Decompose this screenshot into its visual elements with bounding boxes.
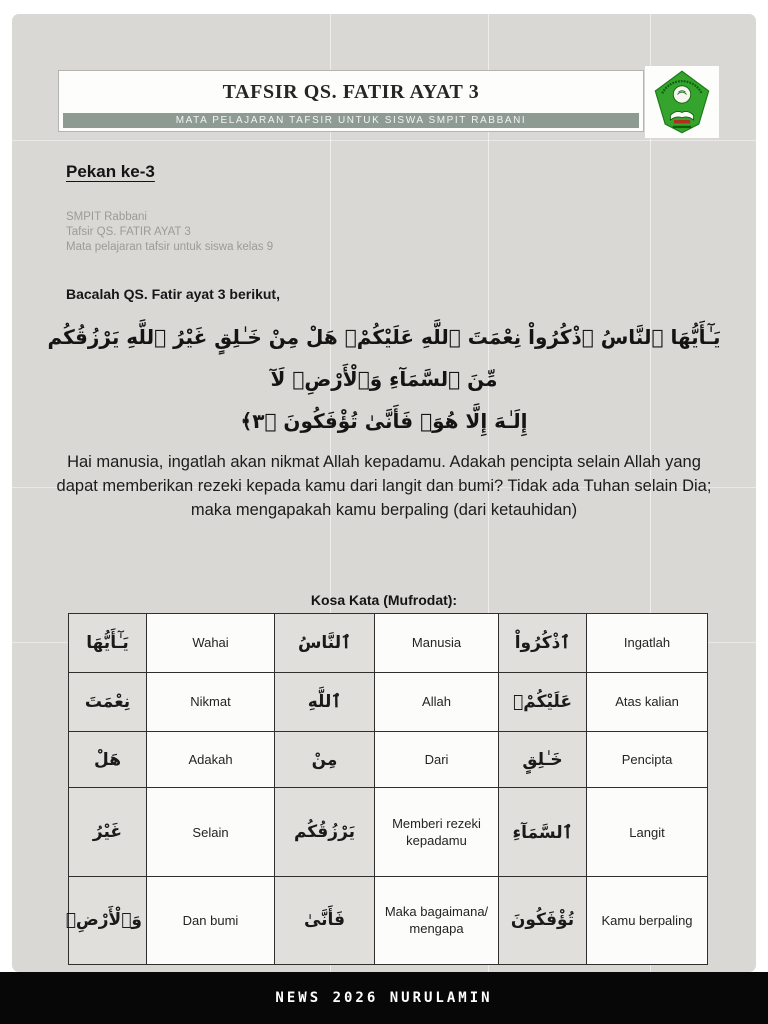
vocab-arabic-cell: وَٱلْأَرْضِۚ bbox=[69, 876, 147, 964]
page-title: TAFSIR QS. FATIR AYAT 3 bbox=[222, 80, 480, 103]
header-subtitle: MATA PELAJARAN TAFSIR UNTUK SISWA SMPIT RABBANI bbox=[175, 115, 527, 126]
vocab-meaning-cell: Selain bbox=[147, 788, 275, 876]
table-row bbox=[69, 876, 708, 964]
vocab-arabic-cell: ٱذْكُرُواْ bbox=[499, 614, 587, 673]
vocab-arabic-cell: عَلَيْكُمْۚ bbox=[499, 672, 587, 731]
vocab-meaning-cell: Memberi rezeki kepadamu bbox=[375, 788, 499, 876]
vocab-meaning-cell: Langit bbox=[587, 788, 708, 876]
vocab-meaning-cell: Adakah bbox=[147, 731, 275, 788]
vocab-arabic-cell: نِعْمَتَ bbox=[69, 672, 147, 731]
vocab-table bbox=[65, 613, 708, 965]
quran-verse bbox=[32, 316, 736, 442]
vocab-arabic-cell: ٱلنَّاسُ bbox=[275, 614, 375, 673]
school-logo-icon bbox=[653, 70, 711, 134]
week-heading: Pekan ke-3 bbox=[66, 162, 155, 181]
instruction-text: Bacalah QS. Fatir ayat 3 berikut, bbox=[66, 286, 280, 302]
vocab-arabic-cell: فَأَنَّىٰ bbox=[275, 876, 375, 964]
meta-info bbox=[66, 210, 273, 255]
footer-bar bbox=[0, 972, 768, 1024]
verse-translation: Hai manusia, ingatlah akan nikmat Allah kepadamu. Adakah pencipta selain Allah yang dapat memberikan rezeki kepada kamu dari langit dan bumi? Tidak ada Tuhan selain Dia; maka mengapakah kamu berpaling (dari ketauhidan) bbox=[56, 453, 712, 519]
quran-verse-line: يَـٰٓأَيُّهَا ٱلنَّاسُ ٱذْكُرُواْ نِعْمَتَ ٱللَّهِ عَلَيْكُمْۚ هَلْ مِنْ خَـٰلِقٍ غَيْرُ ٱللَّهِ يَرْزُقُكُم مِّنَ ٱلسَّمَآءِ وَٱلْأَرْضِۚ لَآ bbox=[47, 325, 721, 391]
footer-text: NEWS 2026 NURULAMIN bbox=[275, 990, 493, 1006]
table-row bbox=[69, 788, 708, 876]
logo-container bbox=[645, 66, 719, 138]
vocab-meaning-cell: Kamu berpaling bbox=[587, 876, 708, 964]
slide-background bbox=[12, 14, 756, 972]
table-row bbox=[69, 614, 708, 673]
vocab-meaning-cell: Atas kalian bbox=[587, 672, 708, 731]
texture-line bbox=[12, 140, 756, 141]
table-row bbox=[69, 672, 708, 731]
vocab-arabic-cell: يَـٰٓأَيُّهَا bbox=[69, 614, 147, 673]
vocab-arabic-cell: غَيْرُ bbox=[69, 788, 147, 876]
vocab-arabic-cell: ٱللَّهِ bbox=[275, 672, 375, 731]
meta-info-line: Tafsir QS. FATIR AYAT 3 bbox=[66, 226, 191, 238]
vocab-arabic-cell: خَـٰلِقٍ bbox=[499, 731, 587, 788]
vocab-meaning-cell: Maka bagaimana/ mengapa bbox=[375, 876, 499, 964]
vocab-arabic-cell: ٱلسَّمَآءِ bbox=[499, 788, 587, 876]
vocab-meaning-cell: Wahai bbox=[147, 614, 275, 673]
vocab-meaning-cell: Nikmat bbox=[147, 672, 275, 731]
vocab-arabic-cell: تُؤْفَكُونَ bbox=[499, 876, 587, 964]
vocab-meaning-cell: Ingatlah bbox=[587, 614, 708, 673]
vocab-meaning-cell: Dari bbox=[375, 731, 499, 788]
vocab-heading: Kosa Kata (Mufrodat): bbox=[310, 592, 458, 608]
header bbox=[58, 70, 644, 132]
vocab-arabic-cell: يَرْزُقُكُم bbox=[275, 788, 375, 876]
vocab-meaning-cell: Pencipta bbox=[587, 731, 708, 788]
vocab-meaning-cell: Manusia bbox=[375, 614, 499, 673]
header-subtitle-band bbox=[63, 113, 639, 128]
table-row bbox=[69, 731, 708, 788]
quran-verse-line: إِلَـٰهَ إِلَّا هُوَۖ فَأَنَّىٰ تُؤْفَكُونَ ﴿٣﴾ bbox=[240, 409, 528, 433]
vocab-arabic-cell: هَلْ bbox=[69, 731, 147, 788]
meta-info-line: Mata pelajaran tafsir untuk siswa kelas 9 bbox=[66, 241, 274, 253]
meta-info-line: SMPIT Rabbani bbox=[66, 211, 147, 223]
vocab-arabic-cell: مِنْ bbox=[275, 731, 375, 788]
vocab-meaning-cell: Dan bumi bbox=[147, 876, 275, 964]
vocab-meaning-cell: Allah bbox=[375, 672, 499, 731]
